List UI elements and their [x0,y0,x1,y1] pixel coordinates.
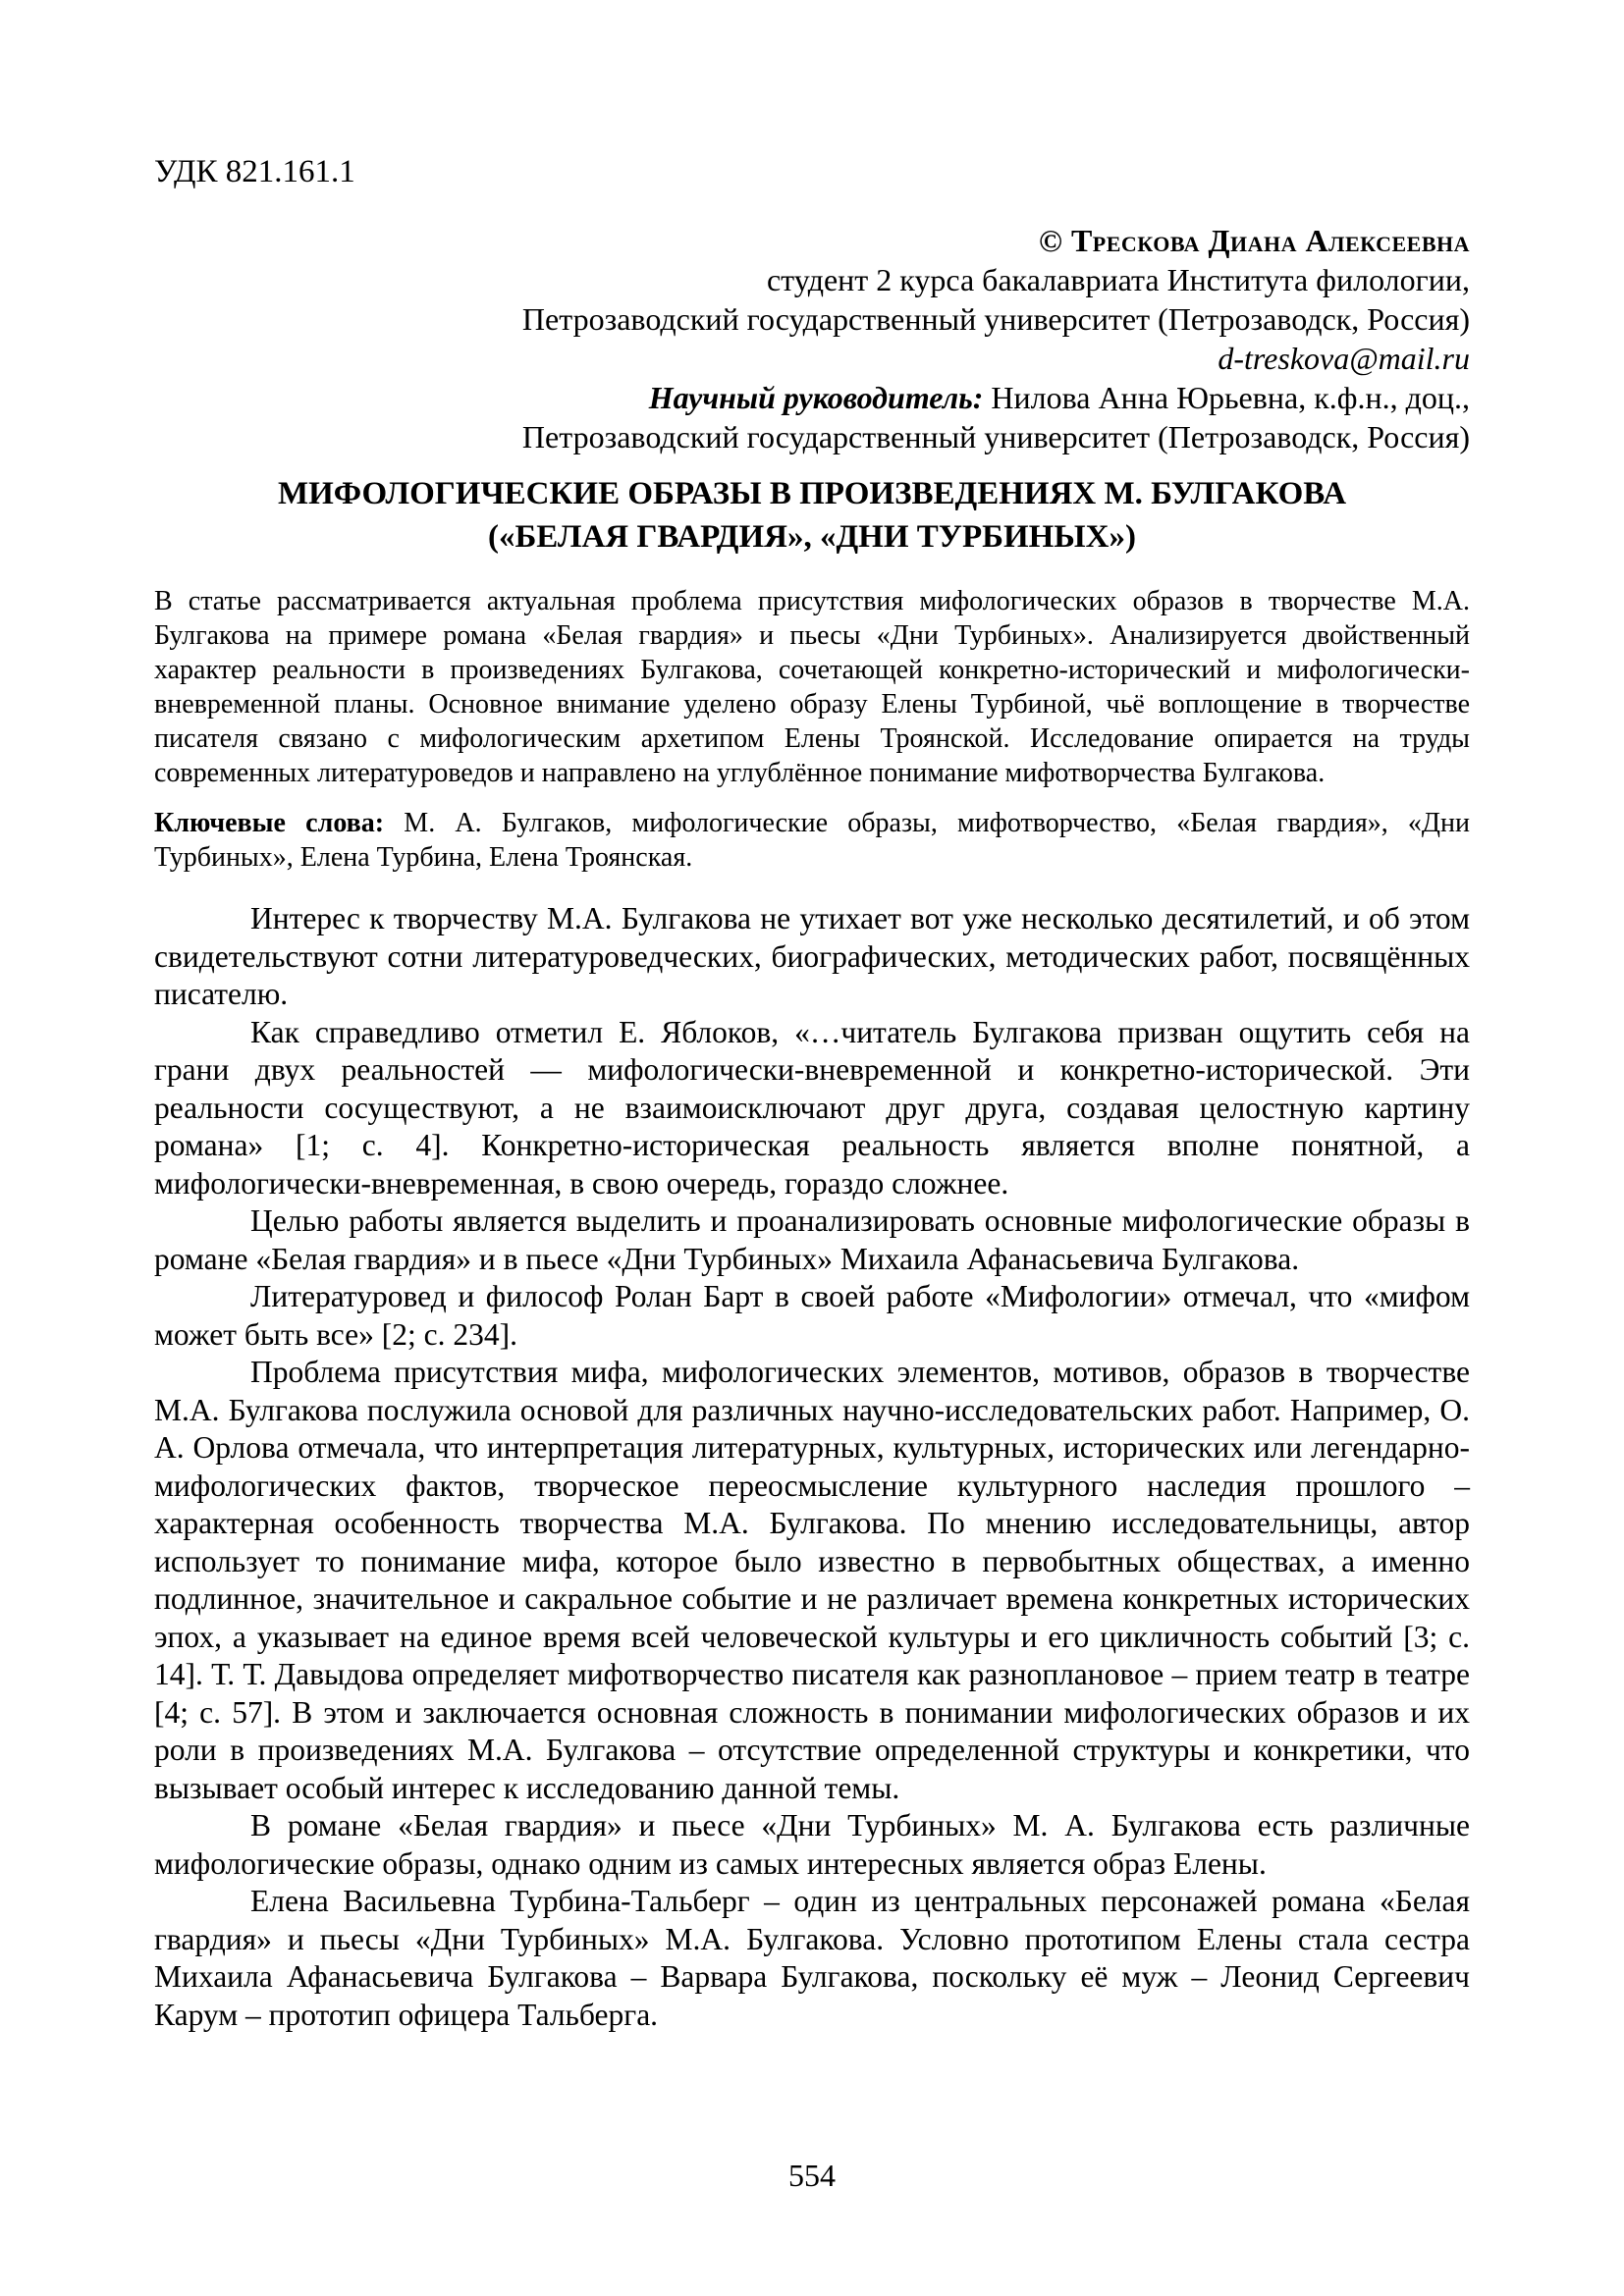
page-number: 554 [788,2158,836,2193]
body-paragraph-4: Литературовед и философ Ролан Барт в своей работе «Мифологии» отмечал, что «мифом может быть все» [2; с. 234]. [154,1279,1470,1352]
body-paragraph-1: Интерес к творчеству М.А. Булгакова не утихает вот уже несколько десятилетий, и об этом свидетельствуют сотни литературоведческих, биографических, методических работ, посвящённых писателю. [154,901,1470,1011]
article-body [154,900,1470,2034]
author-name: © Трескова Диана Алексеевна [1039,223,1470,258]
article-title-line1: МИФОЛОГИЧЕСКИЕ ОБРАЗЫ В ПРОИЗВЕДЕНИЯХ М. БУЛГАКОВА [277,476,1347,511]
udc-code: УДК 821.161.1 [154,154,355,189]
keywords-label: Ключевые слова: [154,808,385,838]
body-paragraph-5: Проблема присутствия мифа, мифологических элементов, мотивов, образов в творчестве М.А. Булгакова послужила основой для различных научно-исследовательских работ. Например, О. А. Орлова отмечала, что интерпретация литературных, культурных, исторических или легендарно-мифологических фактов, творческое переосмысление культурного наследия прошлого – характерная особенность творчества М.А. Булгакова. По мнению исследовательницы, автор использует то понимание мифа, которое было известно в первобытных обществах, а именно подлинное, значительное и сакральное событие и не различает времена конкретных исторических эпох, а указывает на единое время всей человеческой культуры и его цикличность событий [3; с. 14]. Т. Т. Давыдова определяет мифотворчество писателя как разноплановое – прием театр в театре [4; с. 57]. В этом и заключается основная сложность в понимании мифологических образов и их роли в произведениях М.А. Булгакова – отсутствие определенной структуры и конкретики, что вызывает особый интерес к исследованию данной темы. [154,1355,1470,1805]
body-paragraph-6: В романе «Белая гвардия» и пьесе «Дни Турбиных» М. А. Булгакова есть различные мифологические образы, однако одним из самых интересных является образ Елены. [154,1808,1470,1881]
advisor-label: Научный руководитель: [648,380,984,415]
keywords-text: М. А. Булгаков, мифологические образы, мифотворчество, «Белая гвардия», «Дни Турбиных», Елена Турбина, Елена Троянская. [154,808,1470,873]
author-university: Петрозаводский государственный университет (Петрозаводск, Россия) [521,301,1470,337]
advisor-line [154,378,1470,417]
abstract-text: В статье рассматривается актуальная проблема присутствия мифологических образов в творчестве М.А. Булгакова на примере романа «Белая гвардия» и пьесы «Дни Турбиных». Анализируется двойственный характер реальности в произведениях Булгакова, сочетающей конкретно-исторический и мифологически-вневременной планы. Основное внимание уделено образу Елены Турбиной, чьё воплощение в творчестве писателя связано с мифологическим архетипом Елены Троянской. Исследование опирается на труды современных литературоведов и направлено на углублённое понимание мифотворчества Булгакова. [154,586,1470,788]
advisor-name: Нилова Анна Юрьевна, к.ф.н., доц., [983,380,1470,415]
body-paragraph-2: Как справедливо отметил Е. Яблоков, «…читатель Булгакова призван ощутить себя на грани двух реальностей — мифологически-вневременной и конкретно-исторической. Эти реальности сосуществуют, а не взаимоисключают друг друга, создавая целостную картину романа» [1; с. 4]. Конкретно-историческая реальность является вполне понятной, а мифологически-вневременная, в свою очередь, гораздо сложнее. [154,1014,1470,1201]
author-role: студент 2 курса бакалавриата Института филологии, [766,262,1470,297]
advisor-university: Петрозаводский государственный университет (Петрозаводск, Россия) [521,419,1470,454]
body-paragraph-7: Елена Васильевна Турбина-Тальберг – один из центральных персонажей романа «Белая гвардия» и пьесы «Дни Турбиных» М.А. Булгакова. Условно прототипом Елены стала сестра Михаила Афанасьевича Булгакова – Варвара Булгакова, поскольку её муж – Леонид Сергеевич Карум – прототип офицера Тальберга. [154,1884,1470,2032]
body-paragraph-3: Целью работы является выделить и проанализировать основные мифологические образы в романе «Белая гвардия» и в пьесе «Дни Турбиных» Михаила Афанасьевича Булгакова. [154,1203,1470,1276]
author-block [154,221,1470,456]
article-title [154,472,1470,559]
article-title-line2: («БЕЛАЯ ГВАРДИЯ», «ДНИ ТУРБИНЫХ») [487,519,1137,555]
author-email: d-treskova@mail.ru [1218,341,1470,376]
keywords-line [154,806,1470,875]
